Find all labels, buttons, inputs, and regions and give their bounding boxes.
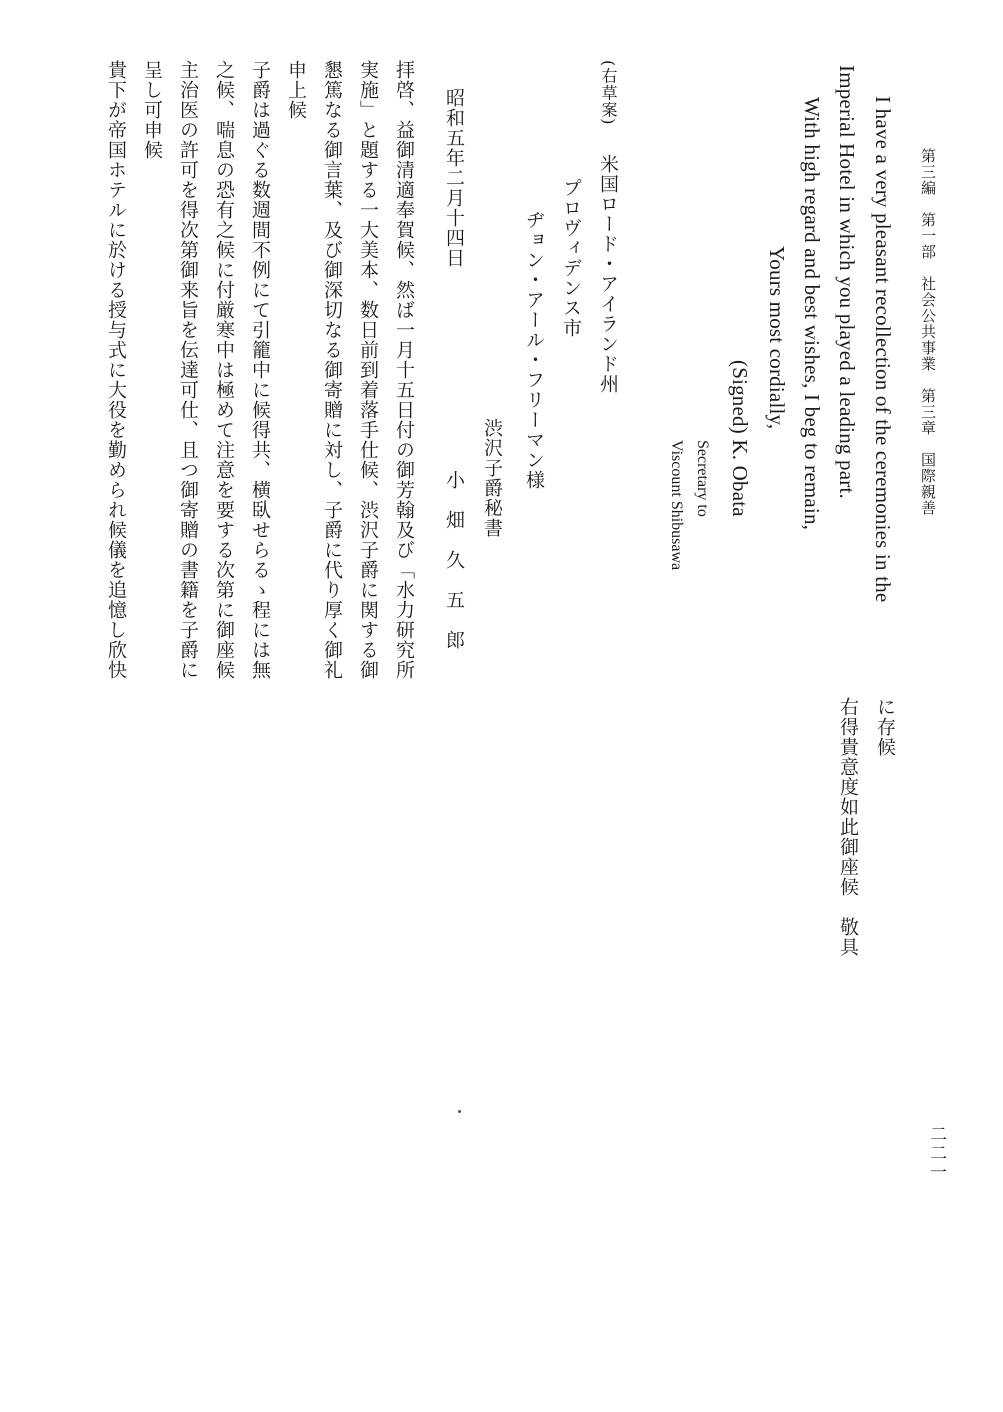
english-signature: (Signed) K. Obata [728,360,752,517]
body-line-2: 実施」と題する一大美本、数日前到着落手仕候、渋沢子爵に関する御 [357,60,379,680]
sender-name: 小 畑 久 五 郎 [443,470,465,650]
address-line-2: プロヴィデンス市 [560,178,582,338]
draft-label: (右草案) [599,60,618,126]
print-speck [458,1110,461,1113]
english-body-line-2: Imperial Hotel in which you played a leading part. [835,65,859,499]
english-title-line-2: Viscount Shibusawa [668,440,685,571]
english-title-line-1: Secretary to [694,440,711,517]
english-closing: Yours most cordially, [765,246,789,430]
address-line-1: 米国ロード・アイランド州 [597,154,619,394]
body-line-6: 之候、喘息の恐有之候に付厳寒中は極めて注意を要する次第に御座候 [213,60,235,680]
letter-end-line-2: 右得貴意度如此御座候 敬具 [837,697,859,957]
body-line-7: 主治医の許可を得次第御来旨を伝達可仕、且つ御寄贈の書籍を子爵に [177,60,199,680]
letter-end-line-1: に存候 [874,697,896,757]
letter-date: 昭和五年二月十四日 [443,88,465,268]
recipient-name: ヂョン・アール・フリーマン様 [523,210,545,490]
english-body-line-1: I have a very pleasant recollection of the ceremonies in the [871,96,895,603]
body-line-1: 拝啓、益御清適奉賀候、然ば一月十五日付の御芳翰及び「水力研究所 [393,60,415,680]
page-number: 二二一 [926,1125,946,1182]
english-body-line-3: With high regard and best wishes, I beg to remain, [800,97,824,531]
body-line-5: 子爵は過ぐる数週間不例にて引籠中に候得共、横臥せらるゝ程には無 [249,60,271,680]
body-line-4: 申上候 [285,60,307,120]
sender-title: 渋沢子爵秘書 [481,418,503,538]
body-line-9: 貴下が帝国ホテルに於ける授与式に大役を勤められ候儀を追憶し欣快 [105,60,127,680]
body-line-8: 呈し可申候 [141,60,163,160]
body-line-3: 懇篤なる御言葉、及び御深切なる御寄贈に対し、子爵に代り厚く御礼 [321,60,343,680]
running-header: 第三編 第一部 社会公共事業 第三章 国際親善 [919,148,937,516]
